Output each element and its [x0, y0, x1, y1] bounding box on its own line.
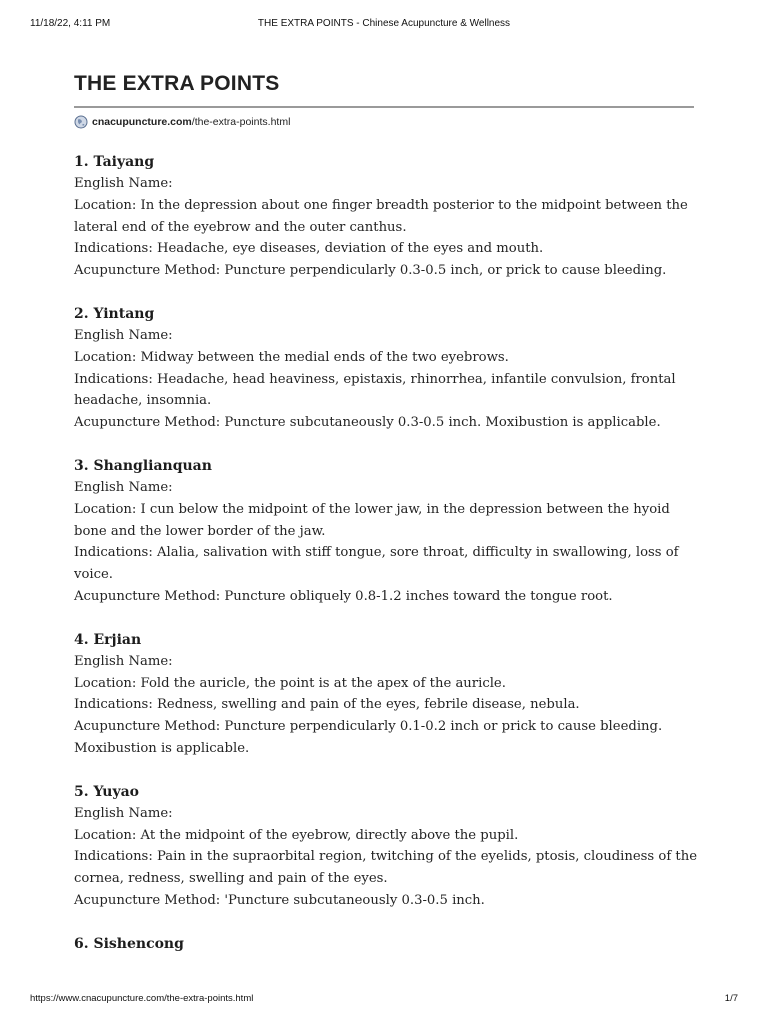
page-title: THE EXTRA POINTS [74, 72, 280, 95]
source-path[interactable]: /the-extra-points.html [191, 116, 291, 128]
point-text-line: Indications: Alalia, salivation with stiff tongue, sore throat, difficulty in swallowing, loss of [74, 545, 679, 561]
point-text-line: Indications: Pain in the supraorbital region, twitching of the eyelids, ptosis, cloudiness of the [74, 849, 697, 865]
point-section [74, 303, 714, 434]
point-text-line: English Name: [74, 805, 173, 821]
point-section [74, 151, 714, 282]
point-text-line: Moxibustion is applicable. [74, 740, 250, 756]
point-section [74, 781, 714, 912]
print-document-title: THE EXTRA POINTS - Chinese Acupuncture & Wellness [257, 18, 511, 29]
page-number: 1/7 [724, 993, 738, 1004]
print-footer [30, 993, 738, 1007]
point-heading: 1. Taiyang [74, 154, 155, 170]
print-header [30, 18, 738, 32]
point-heading: 4. Erjian [74, 631, 142, 648]
point-heading: 5. Yuyao [74, 783, 139, 800]
point-text-line: headache, insomnia. [74, 393, 212, 409]
point-text-line: lateral end of the eyebrow and the outer canthus. [74, 219, 407, 235]
point-text-line: Location: I cun below the midpoint of the lower jaw, in the depression between the hyoid [74, 501, 670, 517]
point-text-line: cornea, redness, swelling and pain of the eyes. [74, 871, 388, 887]
source-domain[interactable]: cnacupuncture.com [92, 116, 192, 128]
point-text-line: Location: Fold the auricle, the point is at the apex of the auricle. [74, 675, 506, 691]
point-text-line: voice. [74, 567, 113, 583]
point-text-line: English Name: [74, 653, 173, 669]
point-text-line: English Name: [74, 176, 173, 191]
point-text-line: Acupuncture Method: 'Puncture subcutaneously 0.3-0.5 inch. [74, 892, 485, 908]
point-text-line: Indications: Redness, swelling and pain of the eyes, febrile disease, nebula. [74, 697, 580, 713]
point-text-line: Indications: Headache, head heaviness, epistaxis, rhinorrhea, infantile convulsion, frontal [74, 371, 676, 387]
point-text-line: Acupuncture Method: Puncture perpendicularly 0.1-0.2 inch or prick to cause bleeding. [74, 719, 663, 735]
point-text-line: Indications: Headache, eye diseases, deviation of the eyes and mouth. [74, 241, 544, 257]
point-text-line: Acupuncture Method: Puncture obliquely 0.8-1.2 inches toward the tongue root. [74, 588, 613, 604]
globe-icon [74, 115, 88, 129]
points-list [74, 151, 714, 976]
point-text-line: Acupuncture Method: Puncture perpendicularly 0.3-0.5 inch, or prick to cause bleeding. [74, 263, 667, 279]
point-text-line: Location: In the depression about one finger breadth posterior to the midpoint between the [74, 197, 688, 213]
point-text-line: Location: Midway between the medial ends of the two eyebrows. [74, 349, 509, 365]
point-heading: 2. Yintang [74, 305, 155, 322]
point-heading: 6. Sishencong [74, 935, 184, 952]
source-link[interactable] [74, 114, 290, 130]
point-section [74, 933, 714, 955]
print-footer-url: https://www.cnacupuncture.com/the-extra-points.html [30, 993, 254, 1004]
title-divider [74, 106, 694, 108]
point-text-line: English Name: [74, 327, 173, 343]
point-section [74, 629, 714, 760]
point-text-line: bone and the lower border of the jaw. [74, 523, 326, 539]
print-datetime: 11/18/22, 4:11 PM [30, 18, 111, 29]
point-text-line: Location: At the midpoint of the eyebrow, directly above the pupil. [74, 827, 519, 843]
point-heading: 3. Shanglianquan [74, 457, 212, 474]
point-text-line: English Name: [74, 479, 173, 495]
point-text-line: Acupuncture Method: Puncture subcutaneously 0.3-0.5 inch. Moxibustion is applicable. [74, 415, 661, 431]
point-section [74, 455, 714, 608]
